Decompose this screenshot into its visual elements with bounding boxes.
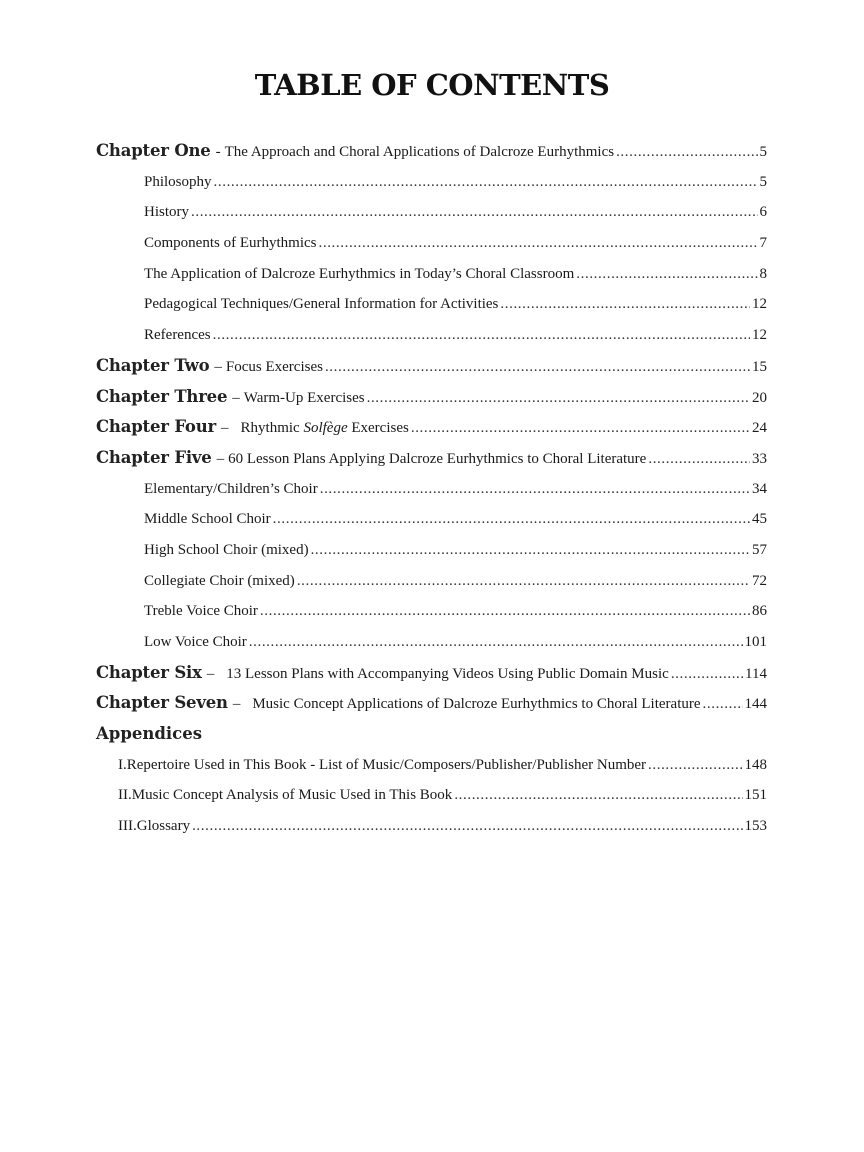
dot-leader bbox=[311, 535, 750, 566]
section-title: History bbox=[144, 204, 189, 221]
page-number: 15 bbox=[752, 358, 767, 375]
page-number: 151 bbox=[744, 787, 767, 804]
dot-leader bbox=[648, 444, 750, 475]
page-number: 24 bbox=[752, 420, 767, 437]
page-number: 148 bbox=[744, 756, 767, 773]
page-number: 114 bbox=[745, 665, 767, 682]
toc-entry-chapter-six[interactable] bbox=[96, 658, 767, 689]
page-number: 8 bbox=[759, 265, 767, 282]
page-number: 153 bbox=[744, 818, 767, 835]
toc-entry-pedagogical-techniques[interactable] bbox=[96, 289, 767, 320]
dot-leader bbox=[214, 167, 758, 198]
page-number: 57 bbox=[752, 541, 767, 558]
chapter-description-post: Exercises bbox=[351, 420, 409, 437]
dot-leader bbox=[703, 689, 743, 720]
toc-entry-references[interactable] bbox=[96, 320, 767, 351]
toc-entry-elementary-choir[interactable] bbox=[96, 474, 767, 505]
chapter-label: Chapter Seven bbox=[96, 693, 228, 713]
toc-entry-low-voice-choir[interactable] bbox=[96, 627, 767, 658]
chapter-label: Chapter One bbox=[96, 141, 211, 160]
chapter-description: 13 Lesson Plans with Accompanying Videos Using Public Domain Music bbox=[226, 665, 669, 682]
chapter-separator: - bbox=[215, 144, 221, 160]
dot-leader bbox=[648, 750, 742, 781]
chapter-description: Warm-Up Exercises bbox=[243, 389, 365, 406]
page-number: 144 bbox=[744, 696, 767, 713]
chapter-label: Chapter Four bbox=[96, 417, 217, 437]
section-title: Treble Voice Choir bbox=[144, 603, 258, 620]
page-number: 6 bbox=[759, 204, 767, 221]
chapter-description bbox=[241, 413, 409, 444]
chapter-label: Chapter Three bbox=[96, 386, 228, 406]
chapter-description: Music Concept Applications of Dalcroze Eurhythmics to Choral Literature bbox=[252, 696, 701, 713]
toc-entry-chapter-seven[interactable] bbox=[96, 688, 767, 719]
chapter-description-emphasis: Solfège bbox=[303, 420, 348, 437]
page-number: 12 bbox=[752, 296, 767, 313]
dot-leader bbox=[319, 228, 758, 259]
page-number: 12 bbox=[752, 327, 767, 344]
chapter-description: Focus Exercises bbox=[225, 358, 323, 375]
page-number: 20 bbox=[752, 389, 767, 406]
chapter-description: The Approach and Choral Applications of Dalcroze Eurhythmics bbox=[224, 144, 615, 160]
chapter-separator: – bbox=[206, 665, 215, 682]
toc-entry-appendix-ii[interactable] bbox=[96, 780, 767, 811]
dot-leader bbox=[191, 197, 758, 228]
page-number: 45 bbox=[752, 511, 767, 528]
dot-leader bbox=[576, 259, 757, 290]
section-title: Pedagogical Techniques/General Information for Activities bbox=[144, 296, 499, 313]
dot-leader bbox=[260, 596, 750, 627]
dot-leader bbox=[454, 780, 742, 811]
chapter-separator: – bbox=[216, 450, 225, 467]
appendix-numeral: I. bbox=[118, 756, 127, 773]
table-of-contents bbox=[96, 136, 767, 842]
appendix-title: Glossary bbox=[136, 818, 191, 835]
chapter-label: Chapter Six bbox=[96, 662, 202, 682]
chapter-label: Chapter Five bbox=[96, 447, 212, 467]
toc-entry-high-school-choir[interactable] bbox=[96, 535, 767, 566]
chapter-separator: – bbox=[232, 389, 240, 406]
dot-leader bbox=[249, 627, 743, 658]
appendix-numeral: III. bbox=[118, 818, 137, 835]
appendix-title: Repertoire Used in This Book - List of Music/Composers/Publisher/Publisher Number bbox=[126, 756, 647, 773]
toc-entry-chapter-four[interactable] bbox=[96, 412, 767, 443]
page-number: 33 bbox=[752, 450, 767, 467]
dot-leader bbox=[325, 352, 750, 383]
section-title: Components of Eurhythmics bbox=[144, 235, 317, 252]
dot-leader bbox=[616, 137, 757, 168]
dot-leader bbox=[273, 504, 750, 535]
section-title: Elementary/Children’s Choir bbox=[144, 480, 318, 497]
toc-entry-chapter-two[interactable] bbox=[96, 351, 767, 382]
page-number: 101 bbox=[744, 634, 767, 650]
toc-entry-appendix-iii[interactable] bbox=[96, 811, 767, 842]
page-number: 5 bbox=[759, 144, 767, 160]
page-title: TABLE OF CONTENTS bbox=[254, 68, 610, 102]
toc-entry-appendix-i[interactable] bbox=[96, 750, 767, 781]
toc-entry-chapter-five[interactable] bbox=[96, 443, 767, 474]
toc-entry-chapter-three[interactable] bbox=[96, 382, 767, 413]
toc-entry-application[interactable] bbox=[96, 259, 767, 290]
page-number: 72 bbox=[752, 572, 767, 589]
dot-leader bbox=[297, 566, 750, 597]
dot-leader bbox=[411, 413, 750, 444]
section-title: Middle School Choir bbox=[144, 511, 271, 528]
appendices-heading: Appendices bbox=[96, 724, 203, 744]
chapter-description: 60 Lesson Plans Applying Dalcroze Eurhythmics to Choral Literature bbox=[228, 450, 647, 467]
toc-entry-components[interactable] bbox=[96, 228, 767, 259]
section-title: The Application of Dalcroze Eurhythmics in Today’s Choral Classroom bbox=[144, 265, 575, 282]
appendix-numeral: II. bbox=[118, 787, 132, 804]
toc-entry-middle-school-choir[interactable] bbox=[96, 504, 767, 535]
dot-leader bbox=[213, 320, 750, 351]
section-title: Low Voice Choir bbox=[144, 634, 247, 650]
chapter-separator: – bbox=[232, 696, 241, 713]
chapter-description-pre: Rhythmic bbox=[240, 420, 300, 437]
section-title: Collegiate Choir (mixed) bbox=[144, 572, 295, 589]
chapter-separator: – bbox=[214, 358, 222, 375]
page-number: 7 bbox=[759, 235, 767, 252]
toc-entry-treble-voice-choir[interactable] bbox=[96, 596, 767, 627]
section-title: High School Choir (mixed) bbox=[144, 541, 309, 558]
page-number: 86 bbox=[752, 603, 767, 620]
page-number: 5 bbox=[759, 173, 767, 190]
toc-entry-philosophy[interactable] bbox=[96, 167, 767, 198]
toc-entry-history[interactable] bbox=[96, 197, 767, 228]
dot-leader bbox=[320, 474, 750, 505]
toc-entry-chapter-one[interactable] bbox=[96, 136, 767, 167]
appendix-title: Music Concept Analysis of Music Used in This Book bbox=[131, 787, 453, 804]
dot-leader bbox=[671, 659, 743, 690]
dot-leader bbox=[367, 383, 750, 414]
page-number: 34 bbox=[752, 480, 767, 497]
chapter-label: Chapter Two bbox=[96, 355, 210, 375]
section-title: References bbox=[144, 327, 211, 344]
dot-leader bbox=[192, 811, 742, 842]
section-title: Philosophy bbox=[144, 173, 212, 190]
dot-leader bbox=[500, 289, 750, 320]
toc-entry-collegiate-choir[interactable] bbox=[96, 566, 767, 597]
chapter-separator: – bbox=[221, 420, 229, 437]
